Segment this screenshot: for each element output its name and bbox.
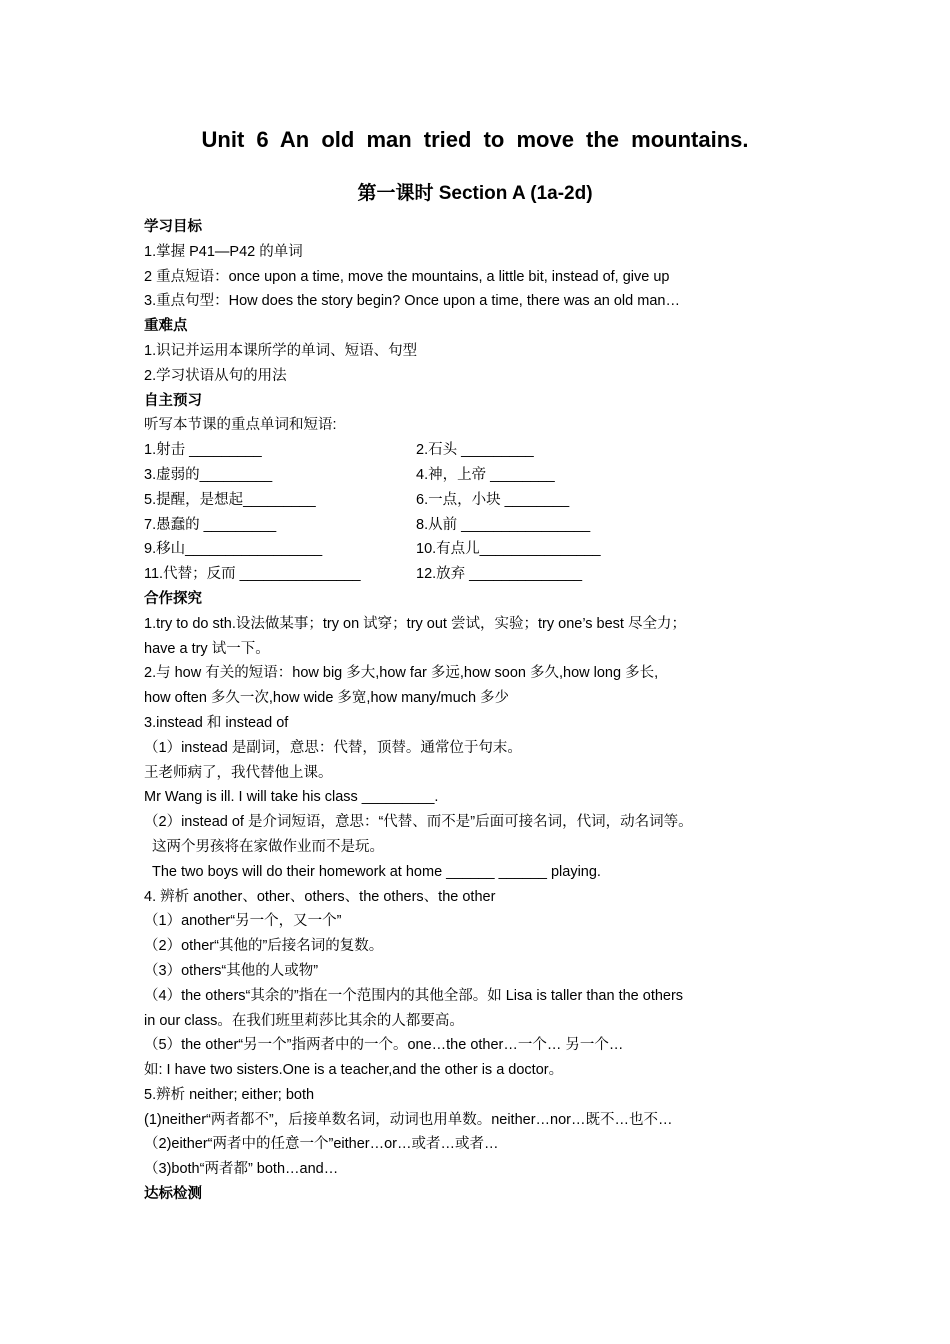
vocab-row bbox=[144, 438, 804, 463]
vocab-row bbox=[144, 513, 804, 538]
vocab-row bbox=[144, 463, 804, 488]
page-title: Unit 6 An old man tried to move the mountains. bbox=[201, 127, 749, 152]
coop-line: how often 多久一次,how wide 多宽,how many/much 多少 bbox=[144, 690, 510, 707]
vocab-item: 8.从前 ________________ bbox=[416, 516, 591, 533]
vocab-item: 5.提醒，是想起_________ bbox=[144, 491, 316, 508]
coop-line: （2)either“两者中的任意一个”either…or…或者…或者… bbox=[144, 1136, 499, 1153]
preview-intro: 听写本节课的重点单词和短语: bbox=[144, 417, 337, 434]
vocab-item: 11.代替；反而 _______________ bbox=[144, 566, 361, 583]
vocab-item: 9.移山_________________ bbox=[144, 541, 323, 558]
goal-line: 3.重点句型：How does the story begin? Once upon a time, there was an old man… bbox=[144, 293, 680, 310]
coop-line: 如: I have two sisters.One is a teacher,and the other is a doctor。 bbox=[144, 1062, 564, 1079]
section-heading-preview: 自主预习 bbox=[144, 392, 202, 409]
coop-line: 4. 辨析 another、other、others、the others、the other bbox=[144, 888, 496, 905]
page-subtitle: 第一课时 Section A (1a-2d) bbox=[357, 183, 593, 204]
coop-line: in our class。在我们班里莉莎比其余的人都要高。 bbox=[144, 1012, 464, 1029]
coop-line: （1）instead 是副词，意思：代替，顶替。通常位于句末。 bbox=[144, 739, 522, 756]
coop-line: 这两个男孩将在家做作业而不是玩。 bbox=[152, 838, 384, 855]
section-heading-key-points: 重难点 bbox=[144, 318, 188, 335]
coop-line: 王老师病了，我代替他上课。 bbox=[144, 764, 333, 781]
document-body bbox=[144, 215, 804, 1207]
vocab-item: 12.放弃 ______________ bbox=[416, 566, 583, 583]
vocab-item: 3.虚弱的_________ bbox=[144, 466, 273, 483]
coop-line: （5）the other“另一个”指两者中的一个。one…the other…一个… 另一个… bbox=[144, 1037, 624, 1054]
coop-line: 1.try to do sth.设法做某事；try on 试穿；try out 尝试，实验；try one’s best 尽全力； bbox=[144, 615, 686, 632]
coop-line: （4）the others“其余的”指在一个范围内的其他全部。如 Lisa is taller than the others bbox=[144, 987, 684, 1004]
vocab-item: 6.一点，小块 ________ bbox=[416, 491, 570, 508]
key-point-line: 1.识记并运用本课所学的单词、短语、句型 bbox=[144, 342, 418, 359]
vocab-item: 2.石头 _________ bbox=[416, 442, 534, 459]
vocab-row bbox=[144, 488, 804, 513]
section-heading-cooperation: 合作探究 bbox=[144, 590, 202, 607]
coop-line: （3)both“两者都” both…and… bbox=[144, 1161, 339, 1178]
vocab-item: 1.射击 _________ bbox=[144, 442, 262, 459]
vocab-item: 7.愚蠢的 _________ bbox=[144, 516, 277, 533]
goal-line: 2 重点短语：once upon a time, move the mountains, a little bit, instead of, give up bbox=[144, 268, 670, 285]
goal-line: 1.掌握 P41—P42 的单词 bbox=[144, 243, 303, 260]
coop-line: （2）other“其他的”后接名词的复数。 bbox=[144, 938, 384, 955]
coop-line: (1)neither“两者都不”，后接单数名词，动词也用单数。neither…nor…既不…也不… bbox=[144, 1111, 673, 1128]
coop-line: Mr Wang is ill. I will take his class _________. bbox=[144, 789, 439, 806]
vocab-item: 4.神，上帝 ________ bbox=[416, 466, 555, 483]
coop-line: have a try 试一下。 bbox=[144, 640, 270, 657]
vocab-item: 10.有点儿_______________ bbox=[416, 541, 601, 558]
section-heading-goals: 学习目标 bbox=[144, 219, 202, 235]
coop-line: （3）others“其他的人或物” bbox=[144, 962, 319, 979]
coop-line: 3.instead 和 instead of bbox=[144, 714, 289, 731]
coop-line: （1）another“另一个，又一个” bbox=[144, 913, 342, 930]
key-point-line: 2.学习状语从句的用法 bbox=[144, 367, 287, 384]
coop-line: （2）instead of 是介词短语，意思：“代替、而不是”后面可接名词，代词，动名词等。 bbox=[144, 814, 693, 831]
coop-line: 5.辨析 neither; either; both bbox=[144, 1086, 315, 1103]
coop-line: The two boys will do their homework at home ______ ______ playing. bbox=[152, 863, 601, 880]
coop-line: 2.与 how 有关的短语：how big 多大,how far 多远,how soon 多久,how long 多长, bbox=[144, 665, 659, 682]
vocab-row bbox=[144, 537, 804, 562]
vocab-row bbox=[144, 562, 804, 587]
section-heading-test: 达标检测 bbox=[144, 1186, 202, 1203]
